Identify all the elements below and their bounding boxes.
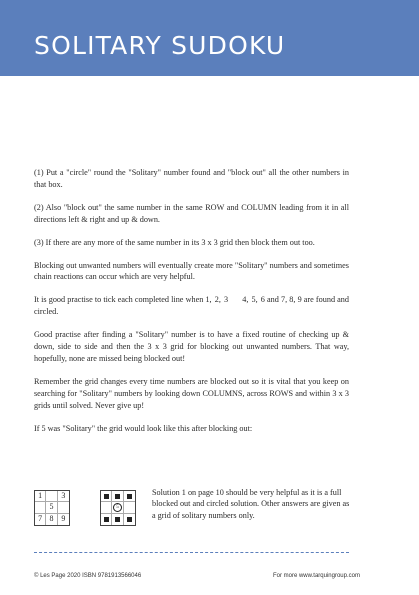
website-link[interactable]: For more www.tarquingroup.com [272, 573, 360, 579]
grid-cell: 9 [61, 514, 66, 524]
blocked-square [115, 494, 120, 499]
example-grid-before [34, 490, 70, 526]
example-grid-after [100, 490, 136, 526]
grid-cell [112, 502, 123, 513]
circled-number: 5 [113, 503, 122, 512]
tick-paragraph [34, 294, 349, 318]
blocked-square [127, 494, 132, 499]
grid-cell [58, 502, 69, 513]
grid-cell [35, 502, 46, 513]
instructions-body [34, 167, 349, 446]
blocked-square [104, 517, 109, 522]
tick-sequence-2: 4, 5, 6 [242, 295, 265, 305]
footer-divider [34, 552, 349, 553]
body-paragraph: If 5 was "Solitary" the grid would look like this after blocking out: [34, 423, 253, 433]
page-header [0, 0, 419, 76]
tick-sequence-1: 1, 2, 3 [205, 295, 229, 305]
grid-cell: 3 [58, 491, 69, 502]
instruction-paragraph: (3) If there are any more of the same number in its 3 x 3 grid then block them out too. [34, 237, 315, 247]
blocked-square [115, 517, 120, 522]
instruction-paragraph: (1) Put a "circle" round the "Solitary" number found and "block out" all the other numbers in that box. [34, 168, 349, 189]
grid-cell [101, 502, 112, 513]
grid-cell: 1 [35, 491, 46, 502]
grid-cell [101, 514, 112, 525]
grid-cell [46, 491, 57, 502]
body-paragraph: Good practise after finding a "Solitary" number is to have a fixed routine of checking up & down, side to side and then the 3 x 3 grid for blocking out unwanted numbers. That way, hopefully, none are missed being blocked out! [34, 330, 349, 363]
grid-cell [112, 491, 123, 502]
grid-cell: 7 [35, 514, 46, 525]
grid-cell: 5 [46, 502, 57, 513]
page-title: SOLITARY SUDOKU [34, 31, 286, 60]
instruction-paragraph: (2) Also "block out" the same number in the same ROW and COLUMN leading from it in all directions left & right and up & down. [34, 202, 349, 224]
blocked-square [104, 494, 109, 499]
grid-cell [124, 491, 135, 502]
blocked-square [127, 517, 132, 522]
tick-lead: It is good practise to tick each completed line when [34, 295, 204, 305]
solution-note: Solution 1 on page 10 should be very helpful as it is a full blocked out and circled solution. Other answers are given as a grid of solitary numbers only. [152, 488, 350, 520]
grid-cell: 8 [46, 514, 57, 525]
tick-tail: and 7, 8, 9 are found and circled. [34, 295, 349, 317]
grid-cell [124, 514, 135, 525]
grid-cell [124, 502, 135, 513]
instruction-paragraph: Blocking out unwanted numbers will eventually create more "Solitary" numbers and sometimes chain reactions can occur which are very helpful. [34, 260, 349, 282]
body-paragraph: Remember the grid changes every time numbers are blocked out so it is vital that you keep on searching for "Solitary" numbers by looking down COLUMNS, across ROWS and within 3 x 3 grids until solved. Never give up! [34, 376, 349, 410]
example-section [34, 487, 349, 535]
copyright-text: © Les Page 2020 ISBN 9781913566046 [34, 573, 142, 579]
grid-cell [101, 491, 112, 502]
grid-cell [112, 514, 123, 525]
